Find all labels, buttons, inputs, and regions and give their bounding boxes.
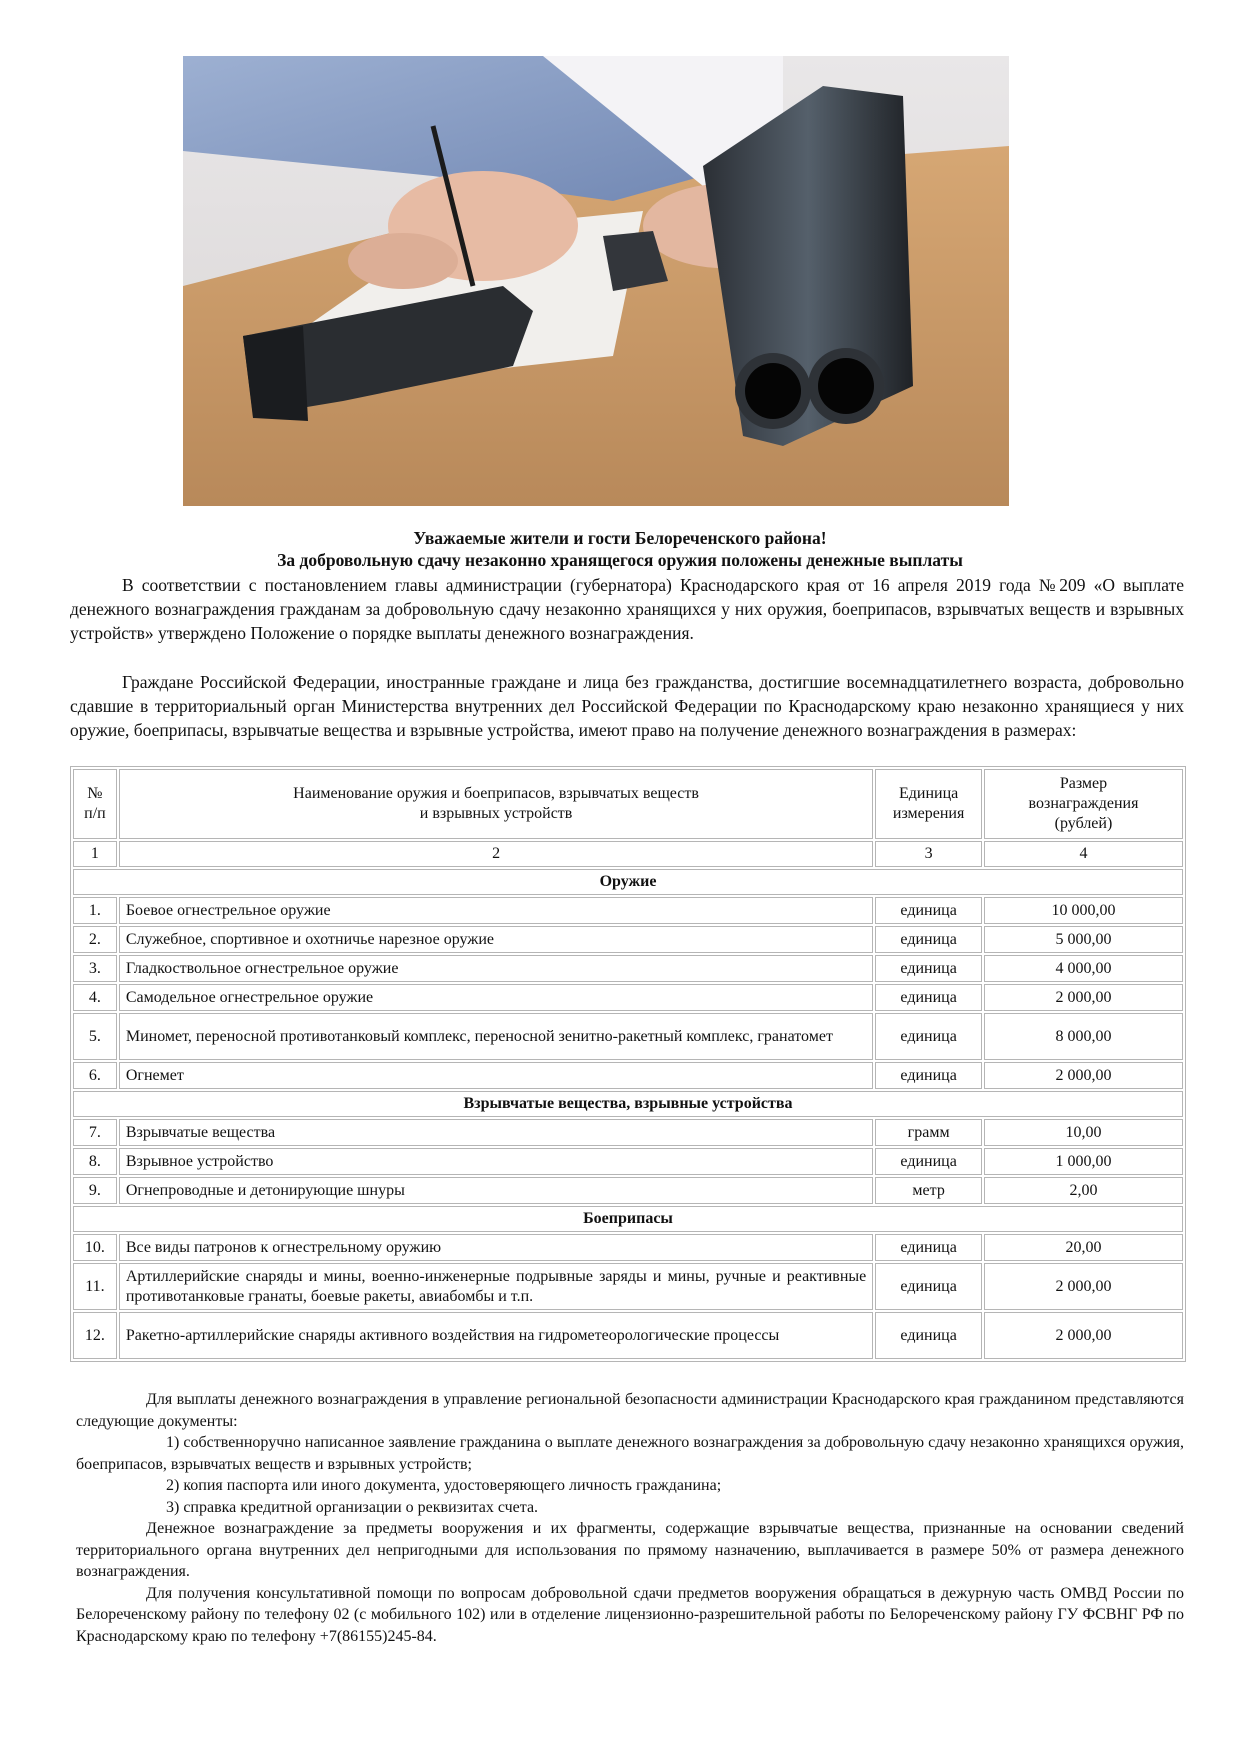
cell-unit: единица — [875, 1263, 982, 1310]
table-row — [73, 1013, 1183, 1060]
table-row — [73, 1062, 1183, 1089]
cell-name: Ракетно-артиллерийские снаряды активного воздействия на гидрометеорологические процессы — [119, 1312, 873, 1359]
reward-table — [70, 766, 1186, 1362]
table-row — [73, 1234, 1183, 1261]
cell-num: 5. — [73, 1013, 117, 1060]
table-row — [73, 955, 1183, 982]
cell-name: Самодельное огнестрельное оружие — [119, 984, 873, 1011]
table-row — [73, 926, 1183, 953]
cell-unit: единица — [875, 984, 982, 1011]
cell-amount: 10,00 — [984, 1119, 1183, 1146]
table-row — [73, 897, 1183, 924]
cell-num: 9. — [73, 1177, 117, 1204]
cell-unit: единица — [875, 1013, 982, 1060]
cell-unit: единица — [875, 1312, 982, 1359]
header-amount: Размер вознаграждения (рублей) — [984, 769, 1183, 839]
document-item-2: 2) копия паспорта или иного документа, удостоверяющего личность гражданина; — [166, 1477, 722, 1494]
cell-num: 3. — [73, 955, 117, 982]
cell-unit: единица — [875, 1062, 982, 1089]
cell-num: 8. — [73, 1148, 117, 1175]
section-title: Боеприпасы — [73, 1206, 1183, 1232]
cell-amount: 4 000,00 — [984, 955, 1183, 982]
index-cell: 4 — [984, 841, 1183, 867]
table-header-row — [73, 769, 1183, 839]
cell-unit: единица — [875, 897, 982, 924]
cell-num: 2. — [73, 926, 117, 953]
table-row — [73, 1263, 1183, 1310]
cell-num: 1. — [73, 897, 117, 924]
photo-weapons-handover — [183, 56, 1009, 506]
section-title: Оружие — [73, 869, 1183, 895]
cell-amount: 5 000,00 — [984, 926, 1183, 953]
cell-num: 12. — [73, 1312, 117, 1359]
cell-name: Гладкоствольное огнестрельное оружие — [119, 955, 873, 982]
cell-name: Взрывное устройство — [119, 1148, 873, 1175]
cell-amount: 1 000,00 — [984, 1148, 1183, 1175]
cell-num: 4. — [73, 984, 117, 1011]
cell-amount: 10 000,00 — [984, 897, 1183, 924]
cell-name: Огнемет — [119, 1062, 873, 1089]
document-item-3: 3) справка кредитной организации о реквизитах счета. — [166, 1498, 539, 1516]
table-section-row — [73, 1206, 1183, 1232]
section-title: Взрывчатые вещества, взрывные устройства — [73, 1091, 1183, 1117]
table-section-row — [73, 869, 1183, 895]
cell-num: 11. — [73, 1263, 117, 1310]
table-index-row — [73, 841, 1183, 867]
cell-amount: 2 000,00 — [984, 1062, 1183, 1089]
cell-name: Огнепроводные и детонирующие шнуры — [119, 1177, 873, 1204]
intro-paragraph-2: Граждане Российской Федерации, иностранные граждане и лица без гражданства, достигшие восемнадцатилетнего возраста, добровольно сдавшие в территориальный орган Министерства внутренних дел Российской Федерации по Краснодарскому краю незаконно хранящиеся у них оружие, боеприпасы, взрывчатые вещества и взрывные устройства, имеют право на получение денежного вознаграждения в размерах: — [70, 672, 1184, 740]
index-cell: 3 — [875, 841, 982, 867]
cell-amount: 20,00 — [984, 1234, 1183, 1261]
cell-num: 6. — [73, 1062, 117, 1089]
cell-name: Боевое огнестрельное оружие — [119, 897, 873, 924]
cell-unit: грамм — [875, 1119, 982, 1146]
header-name: Наименование оружия и боеприпасов, взрывчатых веществ и взрывных устройств — [119, 769, 873, 839]
index-cell: 2 — [119, 841, 873, 867]
cell-name: Взрывчатые вещества — [119, 1119, 873, 1146]
cell-name: Все виды патронов к огнестрельному оружию — [119, 1234, 873, 1261]
cell-amount: 2 000,00 — [984, 1312, 1183, 1359]
documents-section — [76, 1389, 1184, 1647]
photo-illustration — [183, 56, 1009, 506]
cell-unit: единица — [875, 1234, 982, 1261]
contacts-paragraph: Для получения консультативной помощи по вопросам добровольной сдачи предметов вооружения обращаться в дежурную часть ОМВД России по Белореченскому району по телефону 02 (с мобильного 102) или в отделение лицензионно-разрешительной работы по Белореченскому району ГУ ФСВНГ РФ по Краснодарскому краю по телефону +7(86155)245-84. — [76, 1584, 1184, 1645]
cell-amount: 2 000,00 — [984, 1263, 1183, 1310]
cell-amount: 2,00 — [984, 1177, 1183, 1204]
documents-intro: Для выплаты денежного вознаграждения в управление региональной безопасности администрации Краснодарского края гражданином представляются следующие документы: — [76, 1391, 1184, 1430]
cell-amount: 8 000,00 — [984, 1013, 1183, 1060]
cell-num: 10. — [73, 1234, 117, 1261]
header-unit: Единица измерения — [875, 769, 982, 839]
heading-greeting: Уважаемые жители и гости Белореченского района! — [413, 528, 827, 548]
cell-unit: метр — [875, 1177, 982, 1204]
cell-name: Миномет, переносной противотанковый комплекс, переносной зенитно-ракетный комплекс, гранатомет — [119, 1013, 873, 1060]
table-row — [73, 1119, 1183, 1146]
fragments-paragraph: Денежное вознаграждение за предметы вооружения и их фрагменты, содержащие взрывчатые вещества, признанные на основании сведений территориального органа внутренних дел непригодными для использования по прямому назначению, выплачивается в размере 50% от размера денежного вознаграждения. — [76, 1520, 1184, 1580]
cell-unit: единица — [875, 1148, 982, 1175]
table-row — [73, 1312, 1183, 1359]
table-section-row — [73, 1091, 1183, 1117]
cell-amount: 2 000,00 — [984, 984, 1183, 1011]
cell-name: Артиллерийские снаряды и мины, военно-инженерные подрывные заряды и мины, ручные и реактивные противотанковые гранаты, боевые ракеты, авиабомбы и т.п. — [119, 1263, 873, 1310]
document-item-1: 1) собственноручно написанное заявление гражданина о выплате денежного вознаграждения за добровольную сдачу незаконно хранящихся оружия, боеприпасов, взрывчатых веществ и взрывных устройств; — [76, 1434, 1184, 1473]
cell-name: Служебное, спортивное и охотничье нарезное оружие — [119, 926, 873, 953]
index-cell: 1 — [73, 841, 117, 867]
table-row — [73, 984, 1183, 1011]
table-row — [73, 1148, 1183, 1175]
cell-unit: единица — [875, 955, 982, 982]
intro-paragraph-1: В соответствии с постановлением главы администрации (губернатора) Краснодарского края от 16 апреля 2019 года №209 «О выплате денежного вознаграждения гражданам за добровольную сдачу незаконно хранящихся у них оружия, боеприпасов, взрывчатых веществ и взрывных устройств» утверждено Положение о порядке выплаты денежного вознаграждения. — [70, 575, 1184, 643]
header-num: № п/п — [73, 769, 117, 839]
cell-unit: единица — [875, 926, 982, 953]
cell-num: 7. — [73, 1119, 117, 1146]
heading-subtitle: За добровольную сдачу незаконно хранящегося оружия положены денежные выплаты — [277, 550, 963, 570]
table-row — [73, 1177, 1183, 1204]
